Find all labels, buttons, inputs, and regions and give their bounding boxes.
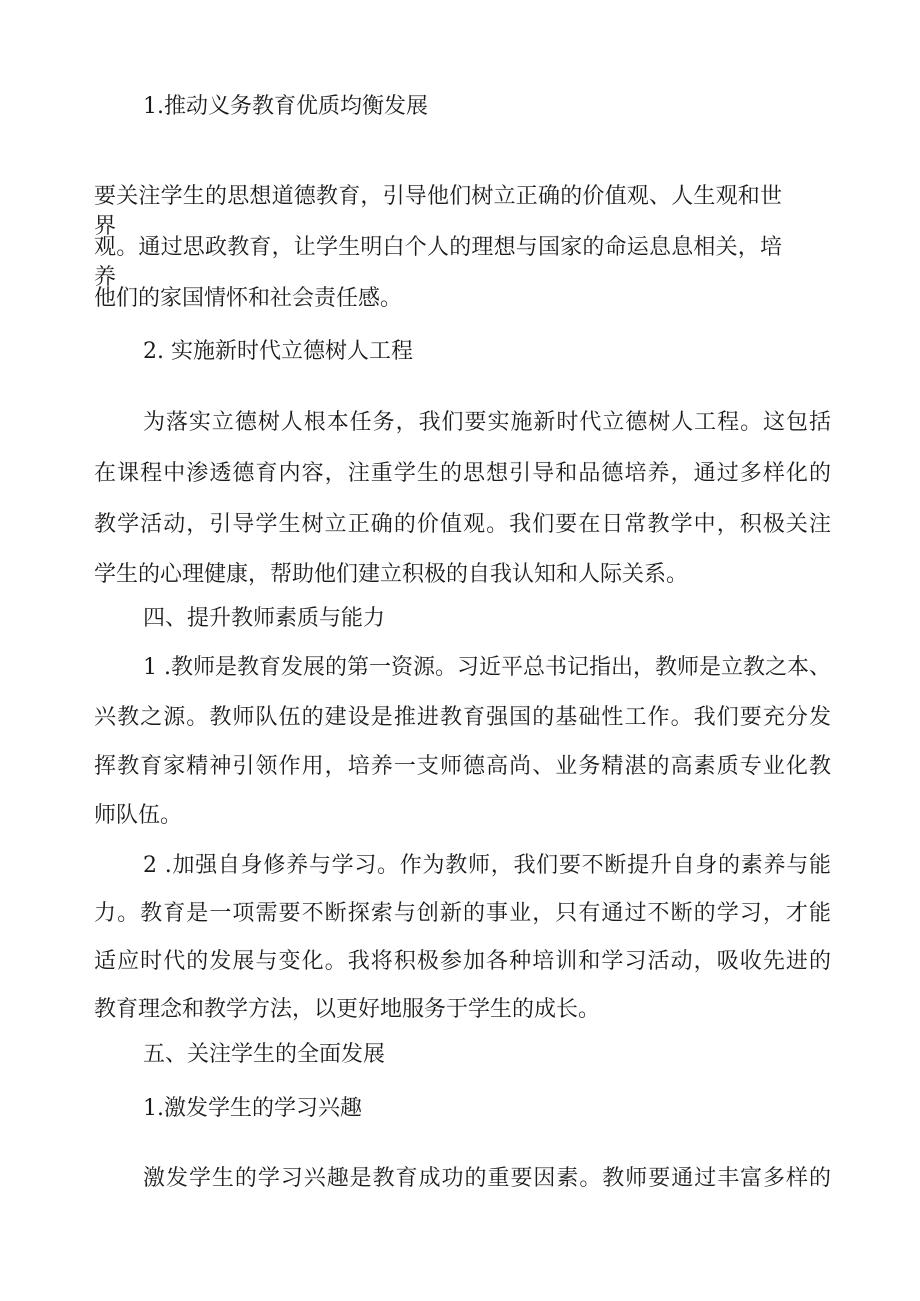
paragraph-2-line-2: 在课程中渗透德育内容，注重学生的思想引导和品德培养，通过多样化的 [94,461,831,486]
paragraph-1-line-2: 观。通过思政教育，让学生明白个人的理想与国家的命运息息相关，培养 [94,235,782,290]
paragraph-4-line-2: 力。教育是一项需要不断探索与创新的事业，只有通过不断的学习，才能 [94,901,831,926]
subheading-1: 1.推动义务教育优质均衡发展 [143,94,428,119]
paragraph-3-line-4: 师队伍。 [94,803,183,828]
paragraph-2-line-3: 教学活动，引导学生树立正确的价值观。我们要在日常教学中，积极关注 [94,512,831,537]
subheading-3: 1.激发学生的学习兴趣 [143,1096,362,1121]
paragraph-3-line-2: 兴教之源。教师队伍的建设是推进教育强国的基础性工作。我们要充分发 [94,705,831,730]
paragraph-1-line-3: 他们的家国情怀和社会责任感。 [94,286,403,311]
section-heading-4: 四、提升教师素质与能力 [143,606,386,631]
paragraph-5-line-1: 激发学生的学习兴趣是教育成功的重要因素。教师要通过丰富多样的 [143,1166,831,1191]
paragraph-1-line-1: 要关注学生的思想道德教育，引导他们树立正确的价值观、人生观和世界 [94,184,782,239]
paragraph-2-line-4: 学生的心理健康，帮助他们建立积极的自我认知和人际关系。 [94,562,689,587]
section-heading-5: 五、关注学生的全面发展 [143,1042,386,1067]
paragraph-3-line-1: 1 .教师是教育发展的第一资源。习近平总书记指出，教师是立教之本、 [143,655,831,680]
subheading-2: 2. 实施新时代立德树人工程 [143,339,413,364]
paragraph-4-line-3: 适应时代的发展与变化。我将积极参加各种培训和学习活动，吸收先进的 [94,949,831,974]
paragraph-2-line-1: 为落实立德树人根本任务，我们要实施新时代立德树人工程。这包括 [143,410,831,435]
paragraph-3-line-3: 挥教育家精神引领作用，培养一支师德高尚、业务精湛的高素质专业化教 [94,754,831,779]
paragraph-4-line-1: 2 .加强自身修养与学习。作为教师，我们要不断提升自身的素养与能 [143,853,831,878]
paragraph-4-line-4: 教育理念和教学方法，以更好地服务于学生的成长。 [94,997,601,1022]
